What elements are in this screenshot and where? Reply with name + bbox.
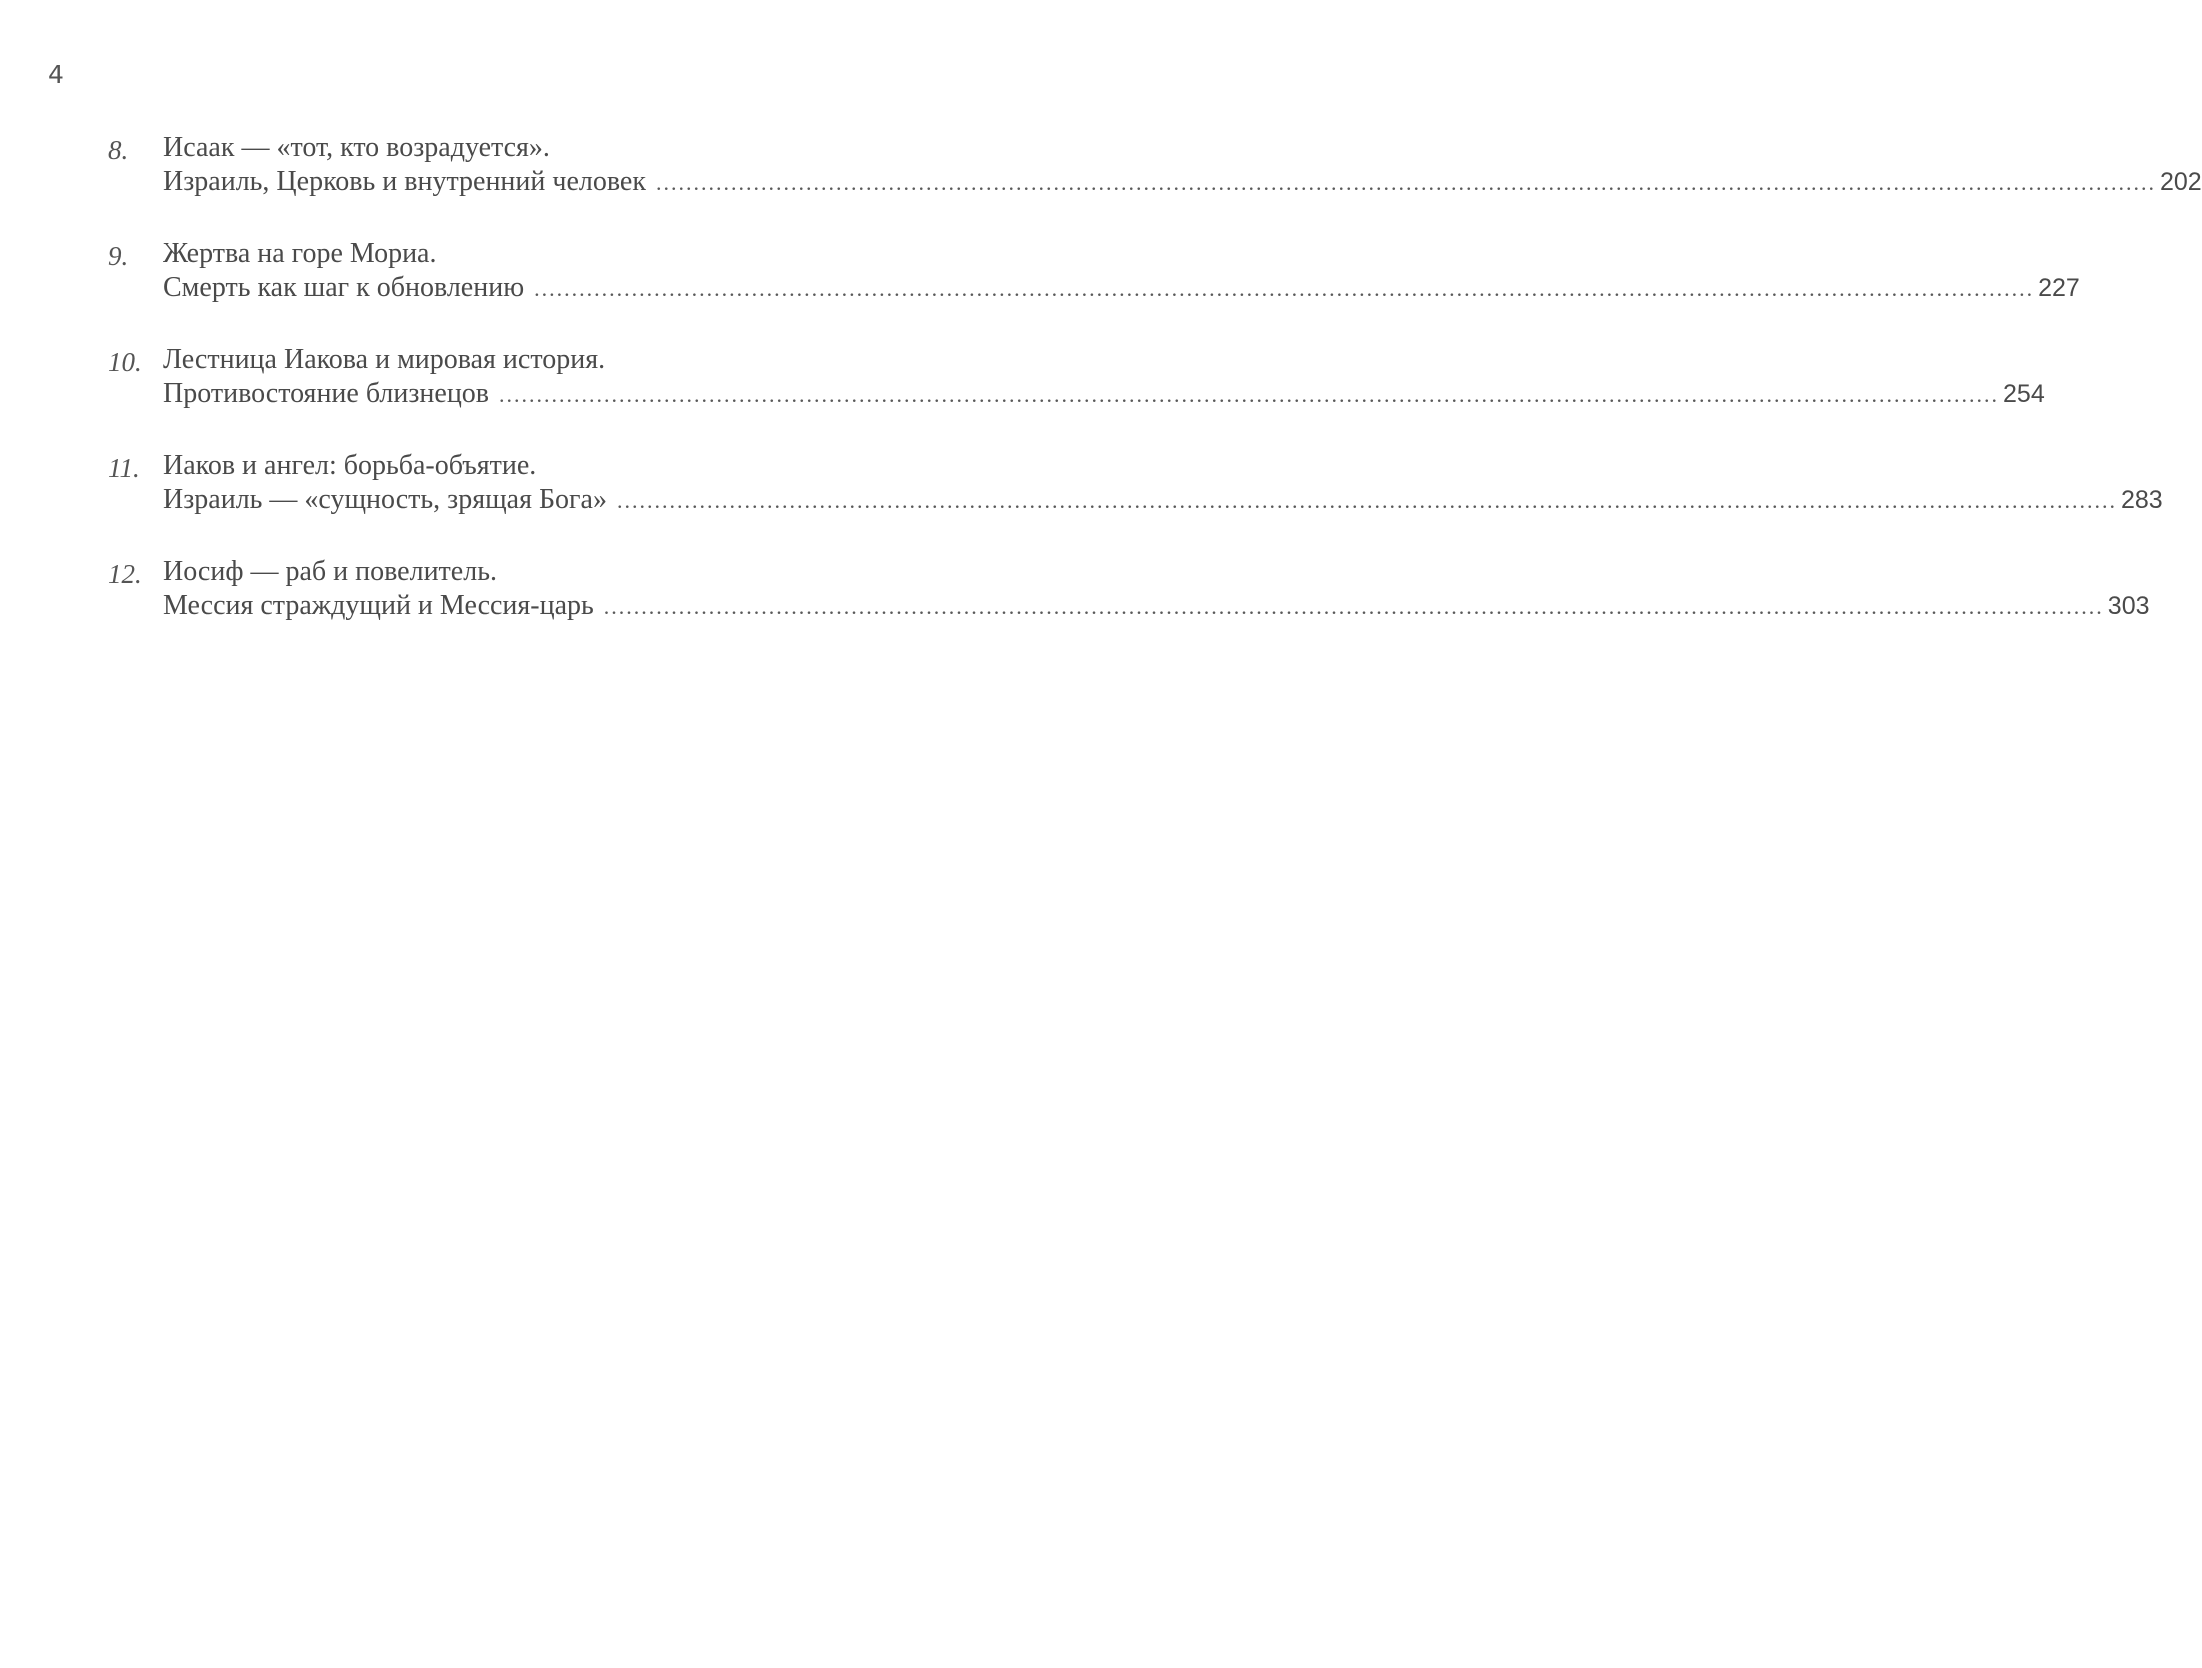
chapter-title: Иосиф — раб и повелитель.	[163, 556, 497, 587]
chapter-subtitle-line	[163, 589, 2150, 624]
dot-leader: ........................................................................................................................................................................................................	[655, 170, 2156, 195]
chapter-page-number: 227	[2038, 274, 2080, 302]
chapter-subtitle-line	[163, 483, 2163, 518]
chapter-page-number: 303	[2107, 592, 2150, 620]
toc-entry-body	[163, 554, 2150, 624]
chapter-title: Лестница Иакова и мировая история.	[163, 344, 606, 375]
chapter-title: Иаков и ангел: борьба-объятие.	[163, 450, 537, 481]
dot-leader: ........................................................................................................................................................................................................	[616, 488, 2117, 513]
toc-entry	[108, 448, 2163, 554]
chapter-subtitle-line	[163, 271, 2080, 306]
dot-leader: ........................................................................................................................................................................................................	[534, 276, 2035, 301]
chapter-number: 10.	[108, 347, 142, 377]
chapter-number: 12.	[108, 559, 142, 589]
toc-entry	[108, 130, 2202, 236]
chapter-subtitle: Израиль, Церковь и внутренний человек	[163, 166, 646, 197]
dot-leader: ........................................................................................................................................................................................................	[603, 594, 2104, 619]
chapter-page-number: 254	[2003, 380, 2045, 408]
chapter-title: Жертва на горе Мориа.	[163, 238, 437, 269]
toc-entry-body	[163, 342, 2045, 412]
chapter-subtitle-line	[163, 165, 2202, 200]
chapter-title: Исаак — «тот, кто возрадуется».	[163, 132, 550, 163]
chapter-number: 9.	[108, 241, 129, 271]
toc-entry-body	[163, 236, 2080, 306]
chapter-subtitle: Смерть как шаг к обновлению	[163, 272, 525, 303]
table-of-contents	[108, 130, 2202, 660]
chapter-page-number: 202	[2159, 168, 2202, 196]
toc-entry	[108, 554, 2150, 660]
dot-leader: ........................................................................................................................................................................................................	[499, 382, 2000, 407]
chapter-subtitle: Мессия страждущий и Мессия-царь	[163, 590, 594, 621]
chapter-page-number: 283	[2120, 486, 2163, 514]
chapter-subtitle: Израиль — «сущность, зрящая Бога»	[163, 484, 607, 515]
toc-entry-body	[163, 130, 2202, 200]
chapter-subtitle: Противостояние близнецов	[163, 378, 490, 409]
toc-entry	[108, 236, 2080, 342]
chapter-number: 8.	[108, 135, 129, 165]
toc-entry-body	[163, 448, 2163, 518]
chapter-number: 11.	[108, 453, 140, 483]
toc-entry	[108, 342, 2045, 448]
page-number: 4	[48, 60, 64, 89]
chapter-subtitle-line	[163, 377, 2045, 412]
